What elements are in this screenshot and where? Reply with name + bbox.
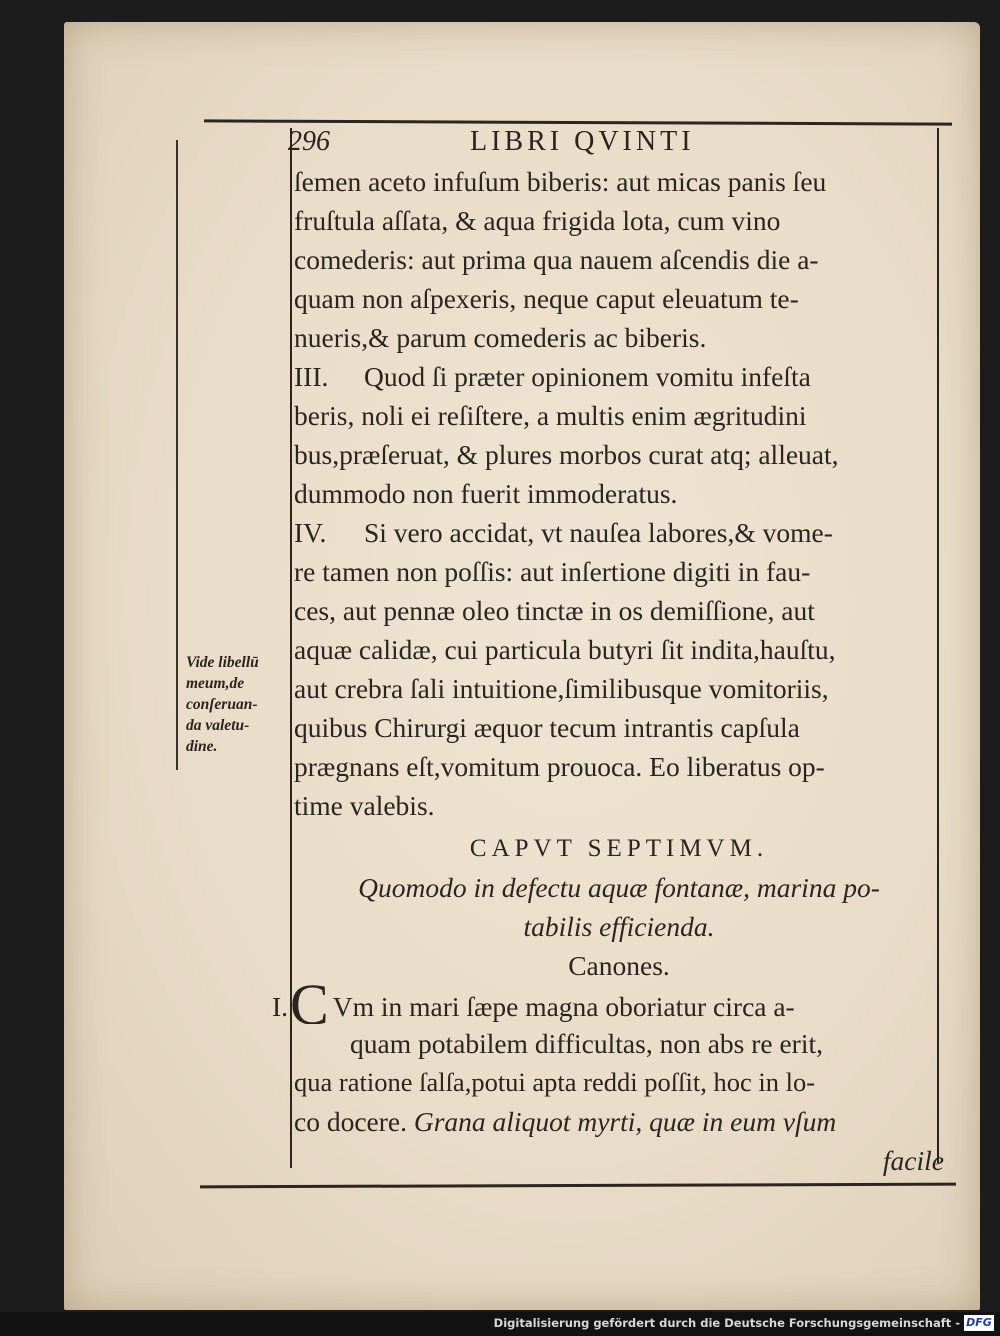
text-line: time valebis.	[294, 790, 435, 821]
chapter-subtitle: tabilis efficienda.	[523, 911, 715, 942]
dfg-logo: DFG	[964, 1315, 994, 1331]
text-span: Vm in mari ſæpe magna oboriatur circa a-	[332, 991, 795, 1022]
text-line: re tamen non poſſis: aut inſertione digiti in fau-	[294, 556, 811, 587]
margin-note-line: da valetu-	[186, 717, 250, 734]
text-line: quibus Chirurgi æquor tecum intrantis capſula	[294, 712, 800, 743]
rule-number: III.	[294, 361, 329, 392]
text-line	[294, 1102, 944, 1141]
margin-note-line: meum,de	[186, 675, 245, 692]
margin-border-line	[176, 140, 178, 770]
text-line: ces, aut pennæ oleo tinctæ in os demiſſione, aut	[294, 595, 815, 626]
running-title: LIBRI QVINTI	[470, 126, 695, 157]
rule-number: IV.	[294, 517, 327, 548]
text-line: quam non aſpexeris, neque caput eleuatum te-	[294, 283, 799, 314]
footer-bar	[0, 1312, 1000, 1336]
text-line	[272, 985, 944, 1024]
margin-note	[186, 652, 290, 757]
drop-initial: C	[290, 985, 329, 1024]
text-line: prægnans eſt,vomitum prouoca. Eo liberatus op-	[294, 751, 825, 782]
margin-note-line: conſeruan-	[186, 696, 258, 713]
margin-note-line: dine.	[186, 738, 218, 755]
margin-note-line: Vide libellū	[186, 654, 259, 671]
text-line: aquæ calidæ, cui particula butyri ſit indita,hauſtu,	[294, 634, 836, 665]
text-span: Si vero accidat, vt nauſea labores,& vome-	[364, 517, 833, 548]
text-line: comederis: aut prima qua nauem aſcendis die a-	[294, 244, 819, 275]
text-line: ſemen aceto infuſum biberis: aut micas panis ſeu	[294, 166, 827, 197]
chapter-subtitle: Quomodo in defectu aquæ fontanæ, marina po-	[358, 872, 880, 903]
text-line: aut crebra ſali intuitione,ſimilibusque vomitoriis,	[294, 673, 829, 704]
text-line: quam potabilem difficultas, non abs re erit,	[350, 1028, 823, 1059]
text-span-italic: Grana aliquot myrti, quæ in eum vſum	[413, 1106, 837, 1137]
text-line: dummodo non fuerit immoderatus.	[294, 478, 678, 509]
body-text	[272, 162, 944, 1180]
text-line	[294, 513, 944, 552]
text-line	[294, 357, 944, 396]
text-line: fruſtula aſſata, & aqua frigida lota, cum vino	[294, 205, 781, 236]
text-span: Quod ſi præter opinionem vomitu infeſta	[364, 361, 811, 392]
text-line: nueris,& parum comederis ac biberis.	[294, 322, 707, 353]
text-line: bus,præſeruat, & plures morbos curat atq; alleuat,	[294, 439, 839, 470]
page-header	[288, 124, 948, 158]
text-line: beris, noli ei reſiſtere, a multis enim ægritudini	[294, 400, 807, 431]
rule-number: I.	[272, 991, 289, 1022]
funding-credit: Digitalisierung gefördert durch die Deutsche Forschungsgemeinschaft -	[493, 1316, 960, 1330]
text-line: qua ratione ſalſa,potui apta reddi poſſit, hoc in lo-	[294, 1067, 816, 1097]
page-number: 296	[288, 126, 330, 157]
text-span: co docere.	[294, 1106, 407, 1137]
catchword: facile	[882, 1145, 944, 1176]
canones-heading: Canones.	[568, 950, 670, 981]
chapter-heading: CAPVT SEPTIMVM.	[469, 835, 769, 862]
